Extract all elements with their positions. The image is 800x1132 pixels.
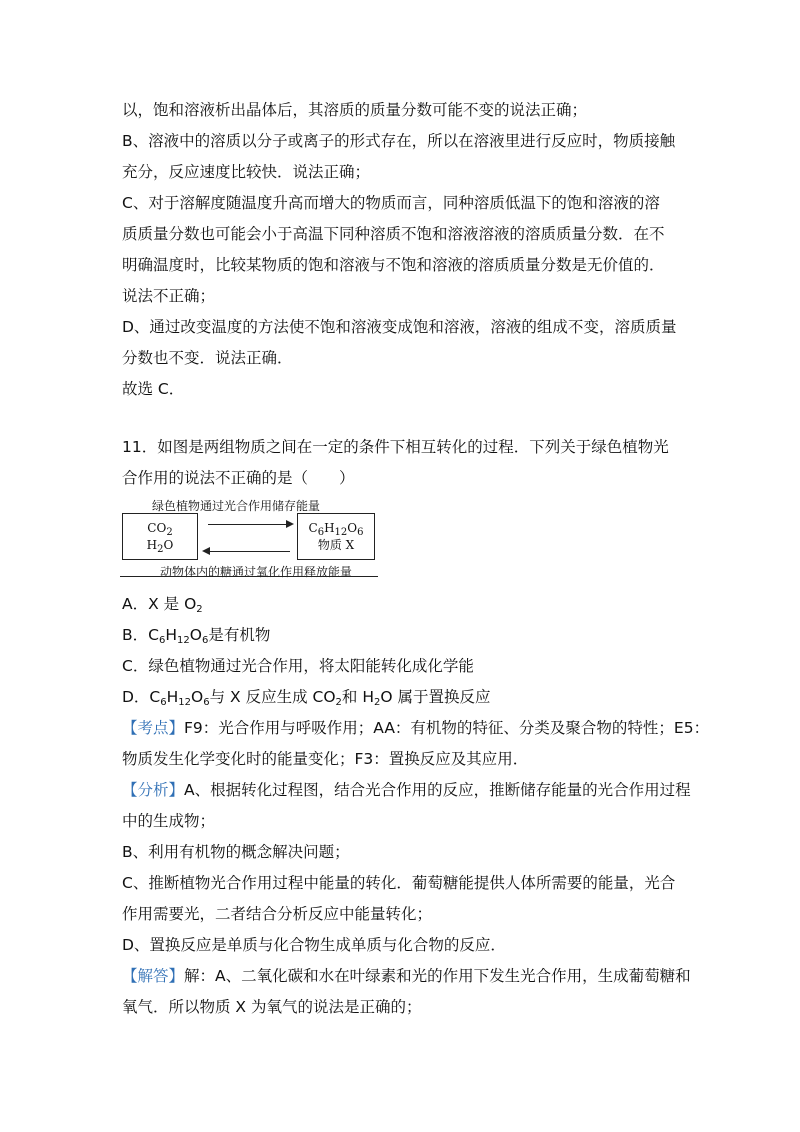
text-line: D、通过改变温度的方法使不饱和溶液变成饱和溶液，溶液的组成不变，溶质质量	[122, 318, 677, 336]
text-line: D、置换反应是单质与化合物生成单质与化合物的反应．	[122, 936, 506, 954]
text-line: 中的生成物；	[122, 812, 216, 830]
option-a: A．X 是 $O_2$	[122, 595, 203, 615]
backward-arrow-line	[210, 551, 290, 552]
jieda-tag: 【解答】	[122, 967, 185, 985]
substance-x-label: 物质 X	[317, 538, 355, 552]
question-stem: 11．如图是两组物质之间在一定的条件下相互转化的过程．下列关于绿色植物光	[122, 438, 669, 456]
conversion-diagram	[120, 497, 378, 579]
fenxi-line: 【分析】A、根据转化过程图，结合光合作用的反应，推断储存能量的光合作用过程	[122, 781, 691, 799]
text-line: C、推断植物光合作用过程中能量的转化．葡萄糖能提供人体所需要的能量，光合	[122, 874, 676, 892]
question-stem: 合作用的说法不正确的是（ ）	[122, 469, 355, 487]
arrow-left-icon	[202, 547, 210, 555]
text-line: 说法不正确；	[122, 287, 216, 305]
reactant-box	[122, 513, 198, 560]
kaodian-tag: 【考点】	[122, 719, 185, 737]
forward-arrow-line	[208, 524, 288, 525]
text-line: 分数也不变．说法正确．	[122, 349, 293, 367]
text-line: 质质量分数也可能会小于高温下同种溶质不饱和溶液溶液的溶质质量分数．在不	[122, 225, 665, 243]
h2o-formula: $H_2O$	[146, 538, 174, 555]
option-c: C．绿色植物通过光合作用，将太阳能转化成化学能	[122, 657, 474, 675]
arrow-right-icon	[286, 520, 294, 528]
co2-formula: $CO_2$	[147, 521, 173, 538]
glucose-formula: $C_6H_{12}O_6$	[308, 521, 364, 538]
text-line: 以，饱和溶液析出晶体后，其溶质的质量分数可能不变的说法正确；	[122, 101, 588, 119]
text-line: 氧气．所以物质 X 为氧气的说法是正确的；	[122, 998, 422, 1016]
text-line: 充分，反应速度比较快．说法正确；	[122, 163, 371, 181]
kaodian-line: 【考点】F9：光合作用与呼吸作用；AA：有机物的特征、分类及聚合物的特性；E5：	[122, 719, 710, 737]
jieda-line: 【解答】解：A、二氧化碳和水在叶绿素和光的作用下发生光合作用，生成葡萄糖和	[122, 967, 691, 985]
text-line: 物质发生化学变化时的能量变化；F3：置换反应及其应用．	[122, 750, 529, 768]
text-line: 故选 C．	[122, 380, 185, 398]
fenxi-tag: 【分析】	[122, 781, 185, 799]
top-arrow-label: 绿色植物通过光合作用储存能量	[152, 499, 321, 513]
text-line: 明确温度时，比较某物质的饱和溶液与不饱和溶液的溶质质量分数是无价值的．	[122, 256, 665, 274]
text-line: B、利用有机物的概念解决问题；	[122, 843, 350, 861]
product-box	[297, 513, 375, 560]
option-b: B．$C_6H_{12}O_6$是有机物	[122, 626, 271, 646]
option-d: D．$C_6H_{12}O_6$与 X 反应生成 $CO_2$和 $H_2O$ 属于置换反应	[122, 688, 491, 708]
bottom-arrow-label: 动物体内的糖通过氧化作用释放能量	[160, 565, 353, 579]
text-line: B、溶液中的溶质以分子或离子的形式存在，所以在溶液里进行反应时，物质接触	[122, 132, 676, 150]
text-line: 作用需要光，二者结合分析反应中能量转化；	[122, 905, 433, 923]
text-line: C、对于溶解度随温度升高而增大的物质而言，同种溶质低温下的饱和溶液的溶	[122, 194, 660, 212]
diagram-baseline	[120, 576, 378, 577]
